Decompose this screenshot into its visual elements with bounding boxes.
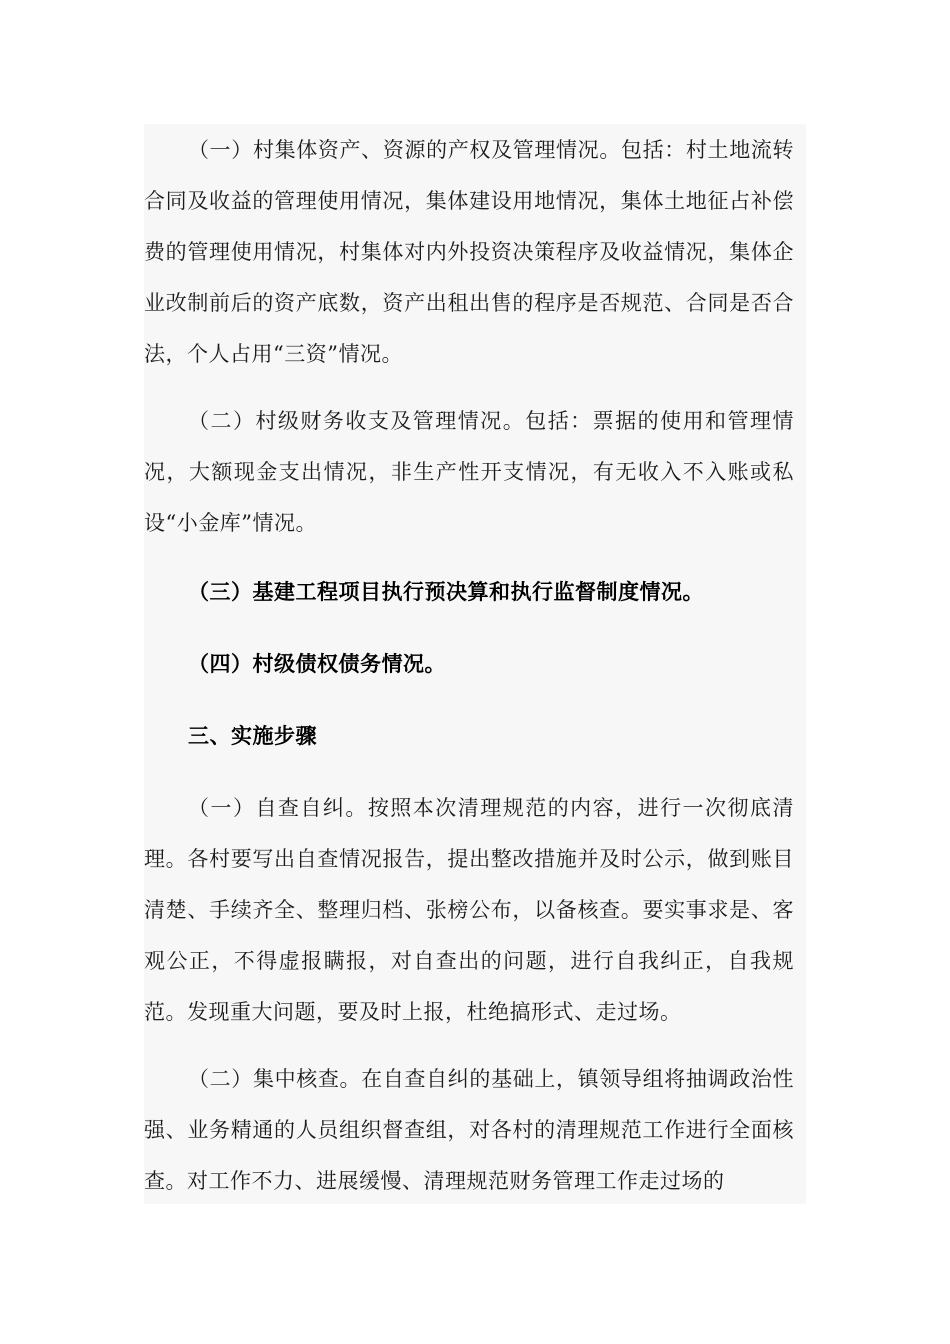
paragraph-assets-resources: （一）村集体资产、资源的产权及管理情况。包括：村土地流转合同及收益的管理使用情况，集体建设用地情况，集体土地征占补偿费的管理使用情况，村集体对内外投资决策程序及收益情况，集体企业改制前后的资产底数，资产出租出售的程序是否规范、合同是否合法，个人占用“三资”情况。 [144,138,794,366]
paragraph-centralized-review: （二）集中核查。在自查自纠的基础上，镇领导组将抽调政治性强、业务精通的人员组织督查组，对各村的清理规范工作进行全面核查。对工作不力、进展缓慢、清理规范财务管理工作走过场的 [144,1067,794,1193]
section-heading-implementation: 三、实施步骤 [188,724,317,748]
paragraph-finance-management: （二）村级财务收支及管理情况。包括：票据的使用和管理情况，大额现金支出情况，非生产性开支情况，有无收入不入账或私设“小金库”情况。 [144,409,794,535]
paragraph-debts: （四）村级债权债务情况。 [188,652,446,676]
paragraph-self-check: （一）自查自纠。按照本次清理规范的内容，进行一次彻底清理。各村要写出自查情况报告，提出整改措施并及时公示，做到账目清楚、手续齐全、整理归档、张榜公布，以备核查。要实事求是、客观公正，不得虚报瞒报，对自查出的问题，进行自我纠正，自我规范。发现重大问题，要及时上报，杜绝搞形式、走过场。 [144,796,794,1024]
paragraph-construction-projects: （三）基建工程项目执行预决算和执行监督制度情况。 [188,580,704,604]
